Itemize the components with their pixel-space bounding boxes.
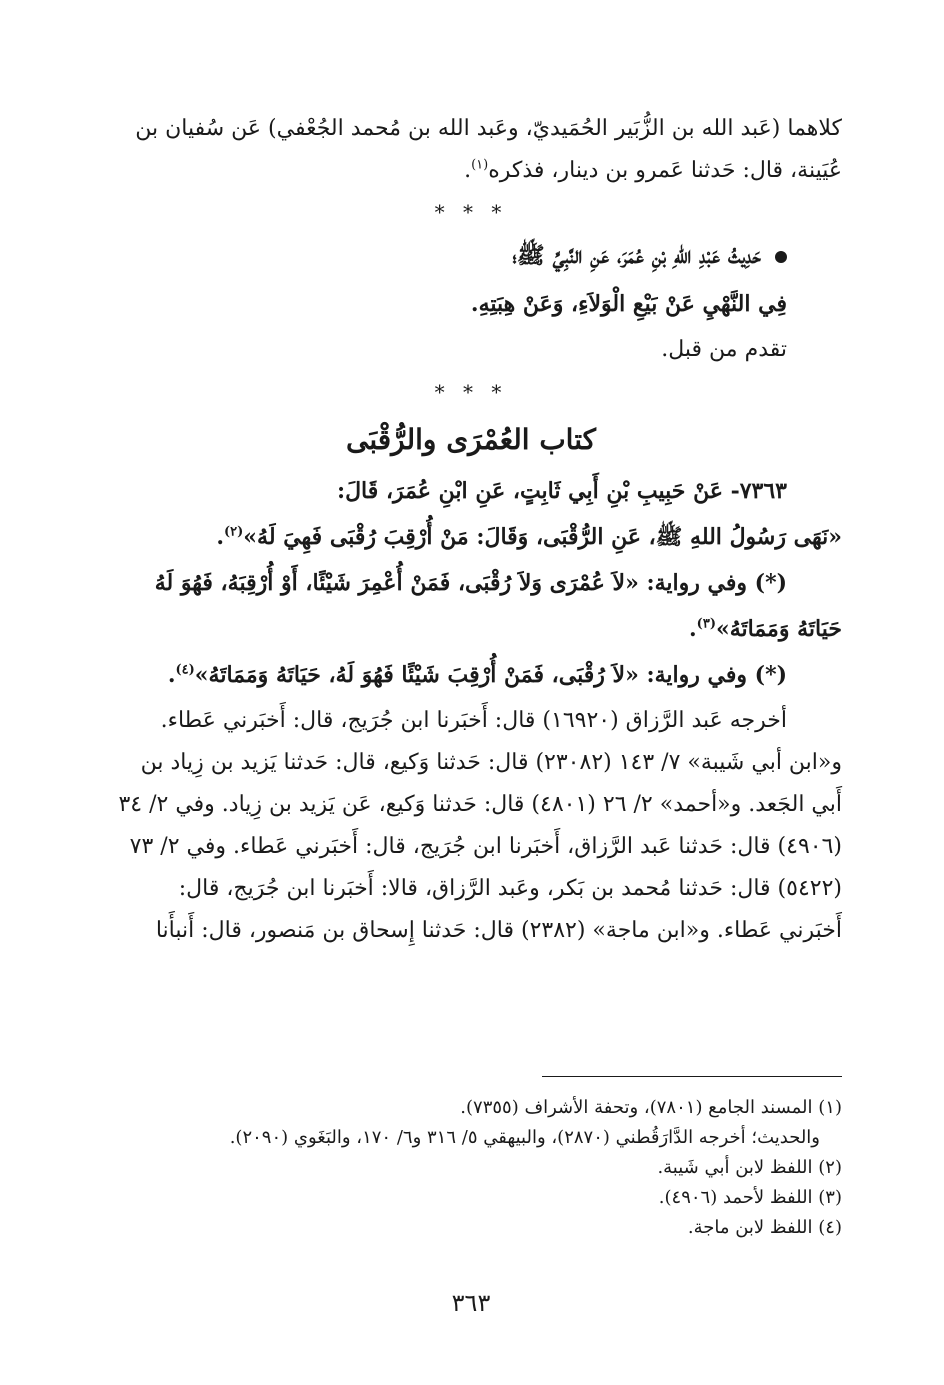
riwaya-1-line-2: حَيَاتَهُ وَمَمَاتَهُ»	[715, 616, 842, 642]
separator-stars-1: * * *	[434, 200, 508, 224]
chapter-title: كتاب العُمْرَى والرُّقْبَى	[346, 423, 596, 456]
takhrij-line: و«ابن أبي شَيبة» ٧/ ١٤٣ (٢٣٠٨٢) قال: حَدثنا وَكيع، قال: حَدثنا يَزيد بن زِياد بن	[140, 750, 842, 775]
riwaya-2: (*) وفي رواية: «لاَ رُقْبَى، فَمَنْ أُرْقِبَ شَيْئًا فَهُوَ لَهُ، حَيَاتَهُ وَمَمَاتَهُ»$^{(٤)}$.	[167, 662, 787, 688]
takhrij-line: (٤٩٠٦) قال: حَدثنا عَبد الرَّزاق، أَخبَرنا ابن جُرَيج، قال: أَخبَرني عَطاء. وفي ٢/ ٧٣	[129, 834, 842, 859]
riwaya-1-line-1: (*) وفي رواية: «لاَ عُمْرَى وَلاَ رُقْبَى، فَمَنْ أُعْمِرَ شَيْئًا، أَوْ أُرْقِبَهُ، فَهُوَ لَهُ	[154, 570, 787, 596]
hadith-isnad: ٧٣٦٣- عَنْ حَبِيبِ بْنِ أَبِي ثَابِتٍ، عَنِ ابْنِ عُمَرَ، قَالَ:	[336, 478, 787, 504]
takhrij-line: (٥٤٢٢) قال: حَدثنا مُحمد بن بَكر، وعَبد الرَّزاق، قالا: أَخبَرنا ابن جُرَيج، قال:	[178, 876, 842, 901]
footnote-3: (٣) اللفظ لأحمد (٤٩٠٦).	[658, 1187, 842, 1208]
bullet-heading-text: حَدِيثُ عَبْدِ اللهِ بْنِ عُمَرَ، عَنِ النَّبِيِّ ﷺ؛	[512, 242, 761, 269]
intro-paragraph: كلاهما (عَبد الله بن الزُّبَير الحُمَيديّ، وعَبد الله بن مُحمد الجُعْفي) عَن سُفيان بن عُيَينة، قال: حَدثنا عَمرو بن دينار، فذكره$^{(١)}$.	[135, 116, 842, 183]
riwaya-1-cont: حَيَاتَهُ وَمَمَاتَهُ»$^{(٣)}$.	[689, 616, 842, 642]
riwaya-2-text: (*) وفي رواية: «لاَ رُقْبَى، فَمَنْ أُرْقِبَ شَيْئًا فَهُوَ لَهُ، حَيَاتَهُ وَمَمَاتَهُ»	[194, 662, 787, 688]
bullet-note: تقدم من قبل.	[661, 337, 787, 362]
hadith-text: «نَهَى رَسُولُ اللهِ ﷺ، عَنِ الرُّقْبَى، وَقَالَ: مَنْ أُرْقِبَ رُقْبَى فَهِيَ لَهُ»$^{(٢)}$.	[216, 524, 842, 550]
footnote-ref-4[interactable]: (٤)	[175, 662, 195, 678]
bullet-subheading: فِي النَّهْيِ عَنْ بَيْعِ الْوَلاَءِ، وَعَنْ هِبَتِهِ.	[470, 291, 787, 317]
footnote-divider	[542, 1076, 842, 1077]
footnote-ref-1[interactable]: (١)	[471, 157, 489, 173]
intro-line-1: كلاهما (عَبد الله بن الزُّبَير الحُمَيديّ، وعَبد الله بن مُحمد الجُعْفي) عَن سُفيان بن	[135, 116, 842, 141]
intro-line-2: عُيَينة، قال: حَدثنا عَمرو بن دينار، فذكره	[488, 158, 842, 183]
footnote-ref-2[interactable]: (٢)	[224, 524, 244, 540]
bullet-heading	[100, 232, 842, 280]
riwaya-1	[100, 560, 842, 606]
footnotes	[100, 1093, 842, 1243]
footnote-ref-3[interactable]: (٣)	[696, 616, 716, 632]
footnote-1: (١) المسند الجامع (٧٨٠١)، وتحفة الأشراف (٧٣٥٥).	[460, 1097, 842, 1118]
separator-stars-2: * * *	[434, 380, 508, 404]
bullet-dot-icon	[775, 251, 787, 263]
footnote-4: (٤) اللفظ لابن ماجة.	[687, 1217, 842, 1238]
page	[100, 108, 842, 1358]
takhrij-line: أخرجه عَبد الرَّزاق (١٦٩٢٠) قال: أَخبَرنا ابن جُرَيج، قال: أَخبَرني عَطاء.	[160, 708, 787, 733]
footnote-2: (٢) اللفظ لابن أبي شَيبة.	[657, 1157, 842, 1178]
hadith-text-body: «نَهَى رَسُولُ اللهِ ﷺ، عَنِ الرُّقْبَى، وَقَالَ: مَنْ أُرْقِبَ رُقْبَى فَهِيَ لَهُ»	[243, 524, 842, 550]
footnote-1-cont: والحديث؛ أخرجه الدَّارَقُطني (٢٨٧٠)، والبيهقي ٥/ ٣١٦ و٦/ ١٧٠، والبَغَوي (٢٠٩٠).	[229, 1127, 820, 1148]
page-number: ٣٦٣	[451, 1289, 491, 1317]
takhrij-paragraph	[100, 700, 842, 952]
takhrij-line: أَخبَرني عَطاء. و«ابن ماجة» (٢٣٨٢) قال: حَدثنا إِسحاق بن مَنصور، قال: أَنبأَنا	[155, 918, 842, 943]
takhrij-line: أَبي الجَعد. و«أحمد» ٢/ ٢٦ (٤٨٠١) قال: حَدثنا وَكيع، عَن يَزيد بن زِياد. وفي ٢/ ٣٤	[118, 792, 842, 817]
